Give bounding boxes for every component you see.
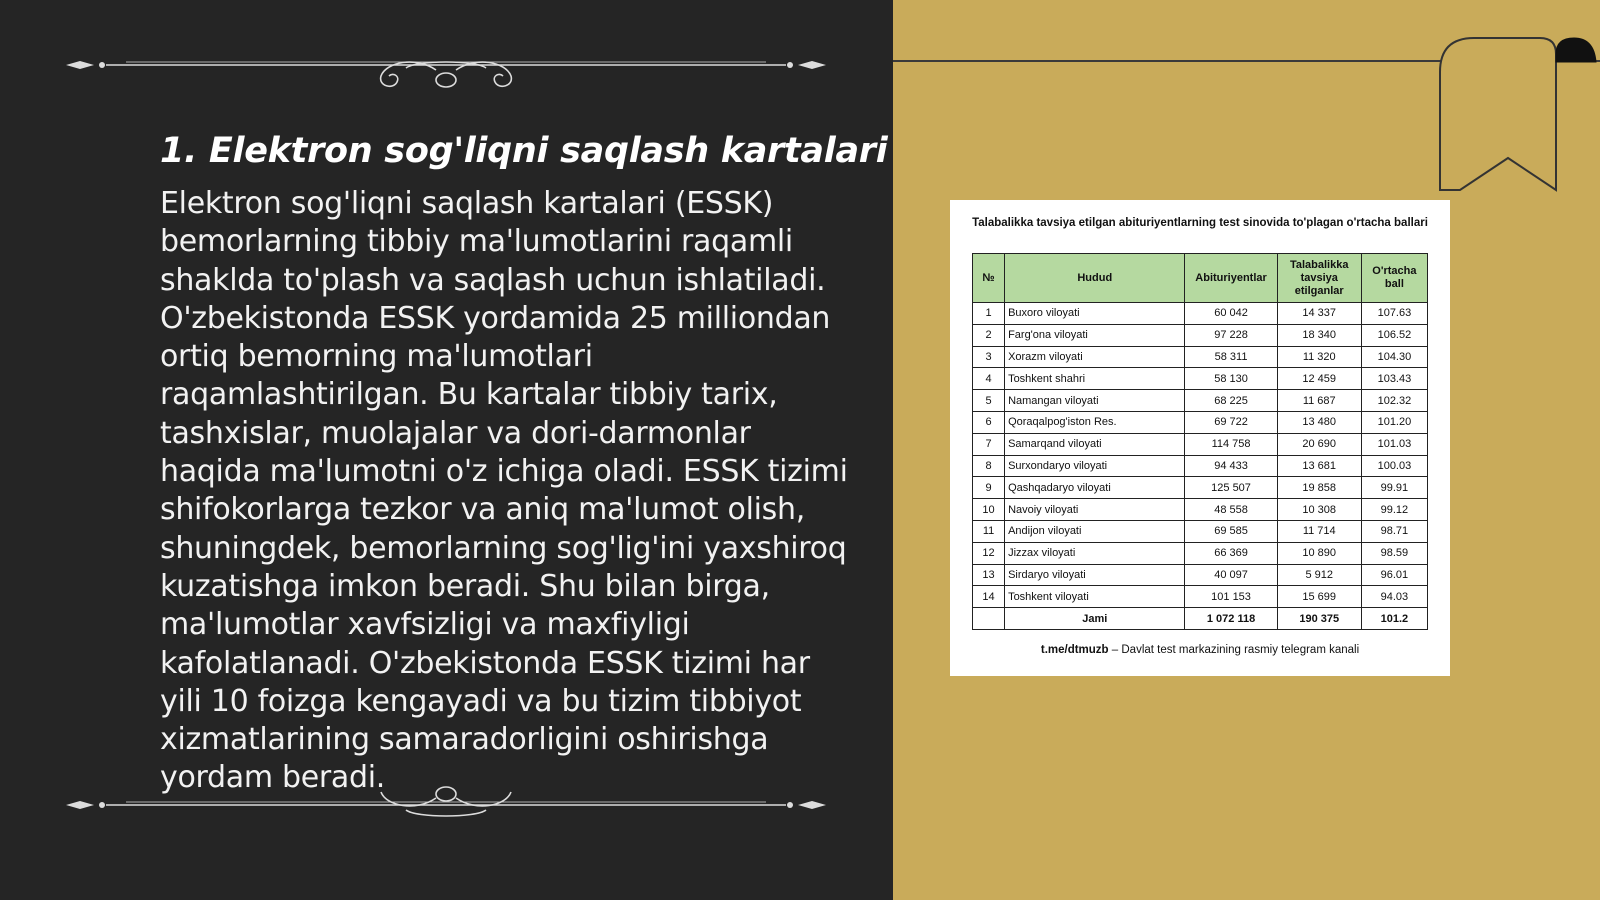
header-cell: Hudud (1005, 254, 1185, 303)
table-cell: 11 714 (1277, 520, 1361, 542)
table-cell: 2 (973, 324, 1005, 346)
table-cell: Samarqand viloyati (1005, 433, 1185, 455)
table-row (973, 520, 1428, 542)
table-row (973, 499, 1428, 521)
table-cell: 14 337 (1277, 303, 1361, 325)
table-cell: Qoraqalpog'iston Res. (1005, 411, 1185, 433)
table-cell: Qashqadaryo viloyati (1005, 477, 1185, 499)
table-cell: 98.59 (1361, 542, 1427, 564)
table-cell: 3 (973, 346, 1005, 368)
header-cell: Abituriyentlar (1185, 254, 1277, 303)
table-row (973, 346, 1428, 368)
table-cell: 10 308 (1277, 499, 1361, 521)
table-cell: 68 225 (1185, 390, 1277, 412)
table-image-card (950, 200, 1450, 676)
table-cell: 101.2 (1361, 608, 1427, 630)
table-cell: 13 681 (1277, 455, 1361, 477)
table-row (973, 324, 1428, 346)
table-cell: 11 687 (1277, 390, 1361, 412)
table-cell: 10 890 (1277, 542, 1361, 564)
table-cell: 6 (973, 411, 1005, 433)
table-cell: 4 (973, 368, 1005, 390)
table-cell: 98.71 (1361, 520, 1427, 542)
table-cell: 101.20 (1361, 411, 1427, 433)
slide-title: 1. Elektron sog'liqni saqlash kartalari (160, 131, 888, 172)
table-cell: 12 459 (1277, 368, 1361, 390)
table-cell: Toshkent shahri (1005, 368, 1185, 390)
table-cell: 14 (973, 586, 1005, 608)
table-cell: 69 585 (1185, 520, 1277, 542)
table-cell: 101.03 (1361, 433, 1427, 455)
table-row (973, 477, 1428, 499)
top-ornament-divider (66, 40, 826, 90)
table-row (973, 455, 1428, 477)
table-row (973, 390, 1428, 412)
table-cell: 9 (973, 477, 1005, 499)
table-cell: 19 858 (1277, 477, 1361, 499)
table-cell: 100.03 (1361, 455, 1427, 477)
table-cell: 13 480 (1277, 411, 1361, 433)
table-cell: 69 722 (1185, 411, 1277, 433)
table-cell: 101 153 (1185, 586, 1277, 608)
header-cell: № (973, 254, 1005, 303)
table-cell: 20 690 (1277, 433, 1361, 455)
table-title: Talabalikka tavsiya etilgan abituriyentlarning test sinovida to'plagan o'rtacha ballari (972, 217, 1428, 229)
table-cell: 58 311 (1185, 346, 1277, 368)
table-cell: 13 (973, 564, 1005, 586)
table-cell: 104.30 (1361, 346, 1427, 368)
table-cell: 96.01 (1361, 564, 1427, 586)
table-row (973, 303, 1428, 325)
table-cell: 60 042 (1185, 303, 1277, 325)
table-cell: 10 (973, 499, 1005, 521)
table-row (973, 411, 1428, 433)
table-cell: Sirdaryo viloyati (1005, 564, 1185, 586)
table-cell: 18 340 (1277, 324, 1361, 346)
table-row (973, 564, 1428, 586)
table-cell: 99.12 (1361, 499, 1427, 521)
table-row (973, 586, 1428, 608)
table-cell: 15 699 (1277, 586, 1361, 608)
table-cell: 12 (973, 542, 1005, 564)
table-cell: 11 (973, 520, 1005, 542)
table-row (973, 368, 1428, 390)
table-cell: Jami (1005, 608, 1185, 630)
footer-caption: – Davlat test markazining rasmiy telegram kanali (1108, 644, 1360, 656)
table-cell: 125 507 (1185, 477, 1277, 499)
table-cell: Surxondaryo viloyati (1005, 455, 1185, 477)
table-cell: 11 320 (1277, 346, 1361, 368)
table-cell: Toshkent viloyati (1005, 586, 1185, 608)
table-cell: Namangan viloyati (1005, 390, 1185, 412)
table-cell: 5 (973, 390, 1005, 412)
table-row (973, 433, 1428, 455)
bottom-ornament-divider (66, 780, 826, 830)
table-cell: 48 558 (1185, 499, 1277, 521)
table-cell: 103.43 (1361, 368, 1427, 390)
table-cell: 102.32 (1361, 390, 1427, 412)
table-cell: Navoiy viloyati (1005, 499, 1185, 521)
table-cell: 107.63 (1361, 303, 1427, 325)
table-cell: 94 433 (1185, 455, 1277, 477)
telegram-link: t.me/dtmuzb (1040, 644, 1109, 656)
table-cell: 97 228 (1185, 324, 1277, 346)
table-cell: Farg'ona viloyati (1005, 324, 1185, 346)
table-total-row (973, 608, 1428, 630)
header-cell: Talabalikka tavsiya etilganlar (1277, 254, 1361, 303)
table-cell: 7 (973, 433, 1005, 455)
table-cell: 1 072 118 (1185, 608, 1277, 630)
table-cell: Andijon viloyati (1005, 520, 1185, 542)
scores-table (972, 253, 1428, 630)
table-cell: 99.91 (1361, 477, 1427, 499)
header-cell: O'rtacha ball (1361, 254, 1427, 303)
bookmark-icon (1430, 32, 1600, 202)
table-cell: 8 (973, 455, 1005, 477)
table-cell: 190 375 (1277, 608, 1361, 630)
table-cell: 66 369 (1185, 542, 1277, 564)
table-cell: Xorazm viloyati (1005, 346, 1185, 368)
table-row (973, 542, 1428, 564)
table-cell: 40 097 (1185, 564, 1277, 586)
table-cell (973, 608, 1005, 630)
table-cell: 114 758 (1185, 433, 1277, 455)
table-cell: 5 912 (1277, 564, 1361, 586)
table-footer (970, 644, 1430, 656)
table-header-row (973, 254, 1428, 303)
table-body (973, 303, 1428, 630)
table-cell: 1 (973, 303, 1005, 325)
table-cell: Buxoro viloyati (1005, 303, 1185, 325)
table-cell: 106.52 (1361, 324, 1427, 346)
table-cell: Jizzax viloyati (1005, 542, 1185, 564)
table-cell: 94.03 (1361, 586, 1427, 608)
slide-body-text: Elektron sog'liqni saqlash kartalari (ESSK) bemorlarning tibbiy ma'lumotlarini raqamli shaklda to'plash va saqlash uchun ishlatiladi. O'zbekistonda ESSK yordamida 25 milliondan ortiq bemorning ma'lumotlari raqamlashtirilgan. Bu kartalar tibbiy tarix, tashxislar, muolajalar va dori-darmonlar haqida ma'lumotni o'z ichiga oladi. ESSK tizimi shifokorlarga tezkor va aniq ma'lumot olish, shuningdek, bemorlarning sog'lig'ini yaxshiroq kuzatishga imkon beradi. Shu bilan birga, ma'lumotlar xavfsizligi va maxfiyligi kafolatlanadi. O'zbekistonda ESSK tizimi har yili 10 foizga kengayadi va bu tizim tibbiyot xizmatlarining samaradorligini oshirishga yordam beradi. (160, 186, 848, 796)
table-cell: 58 130 (1185, 368, 1277, 390)
